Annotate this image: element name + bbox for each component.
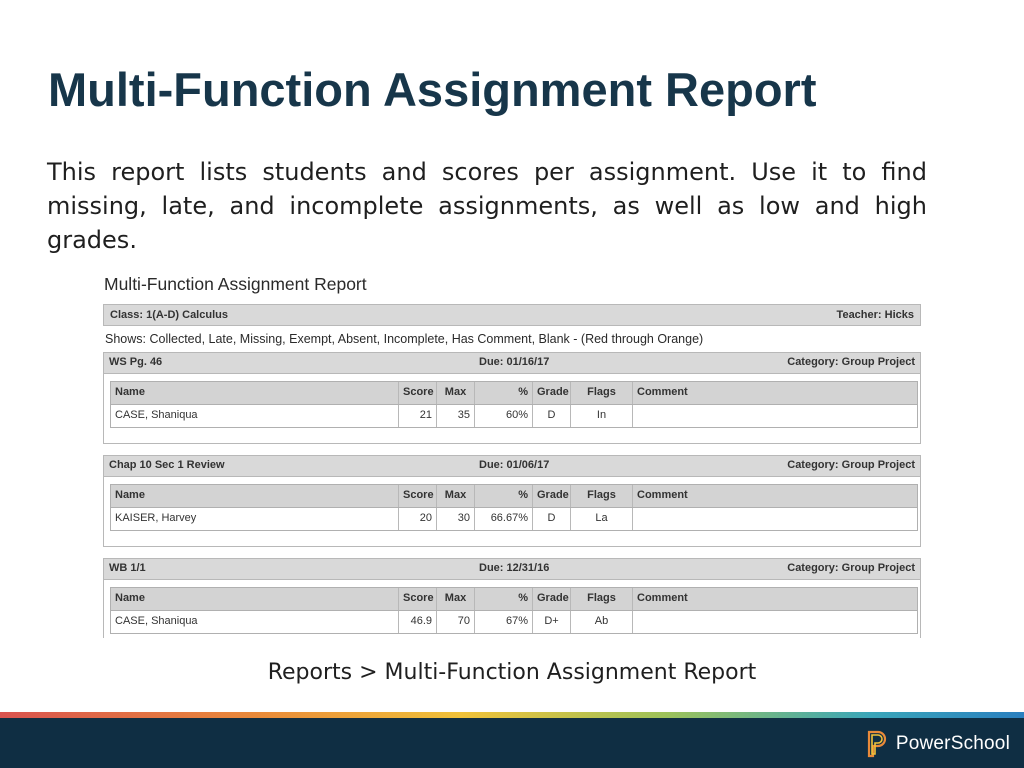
column-header-grade: Grade — [533, 485, 571, 507]
percent-cell: 67% — [475, 611, 533, 633]
column-header-name: Name — [111, 382, 399, 404]
column-header-max: Max — [437, 382, 475, 404]
teacher-label: Teacher: Hicks — [836, 309, 914, 321]
class-label: Class: 1(A-D) Calculus — [110, 309, 228, 321]
column-header-name: Name — [111, 588, 399, 610]
assignment-block — [103, 455, 921, 547]
score-table — [110, 484, 918, 531]
table-header-row — [111, 382, 917, 405]
assignment-category: Category: Group Project — [787, 562, 915, 574]
column-header-max: Max — [437, 485, 475, 507]
percent-cell: 66.67% — [475, 508, 533, 530]
grade-cell: D — [533, 508, 571, 530]
student-name: CASE, Shaniqua — [111, 611, 399, 633]
slide-description: This report lists students and scores per assignment. Use it to find missing, late, and incomplete assignments, as well as low and high grades. — [47, 158, 927, 254]
score-cell: 21 — [399, 405, 437, 427]
table-row — [111, 405, 917, 427]
assignment-name: Chap 10 Sec 1 Review — [109, 459, 225, 471]
max-cell: 30 — [437, 508, 475, 530]
score-cell: 46.9 — [399, 611, 437, 633]
flags-cell: In — [571, 405, 633, 427]
brand-name: PowerSchool — [895, 733, 1010, 754]
student-name: KAISER, Harvey — [111, 508, 399, 530]
grade-cell: D — [533, 405, 571, 427]
assignment-block — [103, 558, 921, 638]
flags-cell: La — [571, 508, 633, 530]
column-header-max: Max — [437, 588, 475, 610]
brand-logo — [866, 730, 1010, 758]
max-cell: 70 — [437, 611, 475, 633]
slide-title: Multi-Function Assignment Report — [48, 63, 817, 116]
comment-cell — [633, 508, 917, 530]
grade-cell: D+ — [533, 611, 571, 633]
column-header-flags: Flags — [571, 382, 633, 404]
assignment-due: Due: 12/31/16 — [479, 562, 550, 574]
report-title: Multi-Function Assignment Report — [104, 274, 367, 294]
column-header-percent: % — [475, 382, 533, 404]
assignment-header — [104, 456, 920, 477]
column-header-flags: Flags — [571, 485, 633, 507]
column-header-flags: Flags — [571, 588, 633, 610]
column-header-percent: % — [475, 485, 533, 507]
report-screenshot — [100, 268, 926, 638]
class-bar — [103, 304, 921, 326]
column-header-comment: Comment — [637, 489, 688, 501]
powerschool-logo-icon — [866, 730, 888, 758]
column-header-score: Score — [399, 588, 437, 610]
assignment-block — [103, 352, 921, 444]
column-header-score: Score — [399, 382, 437, 404]
student-name: CASE, Shaniqua — [111, 405, 399, 427]
assignment-name: WS Pg. 46 — [109, 356, 163, 368]
assignment-category: Category: Group Project — [787, 459, 915, 471]
shows-filter-text: Shows: Collected, Late, Missing, Exempt, Absent, Incomplete, Has Comment, Blank - (Red through Orange) — [105, 332, 704, 346]
column-header-score: Score — [399, 485, 437, 507]
assignment-due: Due: 01/16/17 — [479, 356, 550, 368]
assignment-name: WB 1/1 — [109, 562, 146, 574]
column-header-name: Name — [111, 485, 399, 507]
column-header-comment: Comment — [637, 592, 688, 604]
column-header-comment: Comment — [637, 386, 688, 398]
score-table — [110, 587, 918, 634]
table-row — [111, 611, 917, 633]
flags-cell: Ab — [571, 611, 633, 633]
table-header-row — [111, 588, 917, 611]
score-table — [110, 381, 918, 428]
column-header-percent: % — [475, 588, 533, 610]
navigation-path-caption: Reports > Multi-Function Assignment Report — [267, 660, 757, 685]
comment-cell — [633, 611, 917, 633]
assignment-category: Category: Group Project — [787, 356, 915, 368]
table-row — [111, 508, 917, 530]
max-cell: 35 — [437, 405, 475, 427]
assignment-header — [104, 559, 920, 580]
assignment-due: Due: 01/06/17 — [479, 459, 550, 471]
comment-cell — [633, 405, 917, 427]
footer-bar — [0, 718, 1024, 768]
score-cell: 20 — [399, 508, 437, 530]
assignment-header — [104, 353, 920, 374]
percent-cell: 60% — [475, 405, 533, 427]
column-header-grade: Grade — [533, 588, 571, 610]
table-header-row — [111, 485, 917, 508]
column-header-grade: Grade — [533, 382, 571, 404]
